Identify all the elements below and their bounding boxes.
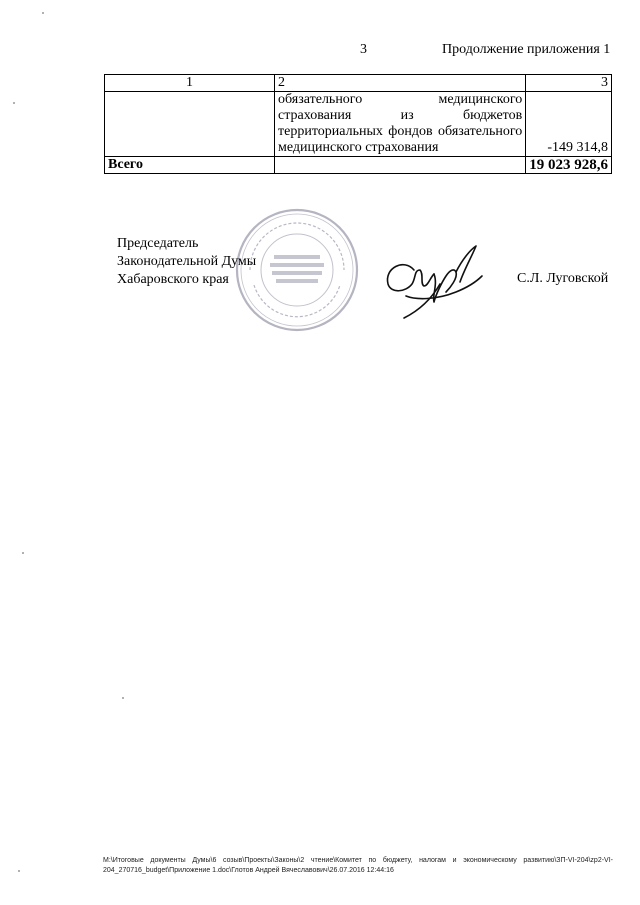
total-empty-cell xyxy=(275,157,526,174)
scan-speck xyxy=(18,870,20,872)
signature-title-line: Законодательной Думы xyxy=(117,254,257,269)
row-name-line: медицинского страхования xyxy=(278,140,439,155)
row-value-cell: -149 314,8 xyxy=(526,92,612,157)
scan-speck xyxy=(22,552,24,554)
column-header-3: 3 xyxy=(526,75,612,92)
continuation-heading: Продолжение приложения 1 xyxy=(442,42,611,57)
file-path-footer xyxy=(103,856,613,876)
total-row xyxy=(105,157,612,174)
scan-speck xyxy=(122,697,124,699)
table-row xyxy=(105,92,612,157)
footer-line: M:\Итоговые документы Думы\6 созыв\Проекты\Законы\2 чтение\Комитет по бюджету, налогам и экономическому развитию\ЗП-VI-204\zp2-VI- xyxy=(103,857,613,864)
column-header-2: 2 xyxy=(275,75,526,92)
scan-speck xyxy=(42,12,44,14)
row-name-line: страхования из бюджетов xyxy=(278,108,523,123)
official-seal-stamp xyxy=(232,205,362,335)
table-header-row xyxy=(105,75,612,92)
row-name-line: территориальных фондов обязательного xyxy=(278,124,523,139)
column-header-1: 1 xyxy=(105,75,275,92)
page-number: 3 xyxy=(360,42,367,57)
signature-title-line: Председатель xyxy=(117,236,199,251)
total-label: Всего xyxy=(105,157,275,174)
budget-table xyxy=(104,74,612,174)
row-name-line: обязательного медицинского xyxy=(278,92,523,107)
footer-line: 204_270716_budget\Приложение 1.doc\Глотов Андрей Вячеславович\26.07.2016 12:44:16 xyxy=(103,867,394,874)
row-code-cell xyxy=(105,92,275,157)
signer-name: С.Л. Луговской xyxy=(517,271,609,286)
signature-title-line: Хабаровского края xyxy=(117,272,229,287)
scan-speck xyxy=(13,102,15,104)
total-value: 19 023 928,6 xyxy=(526,157,612,174)
handwritten-signature xyxy=(376,240,486,320)
row-name-cell xyxy=(275,92,526,157)
